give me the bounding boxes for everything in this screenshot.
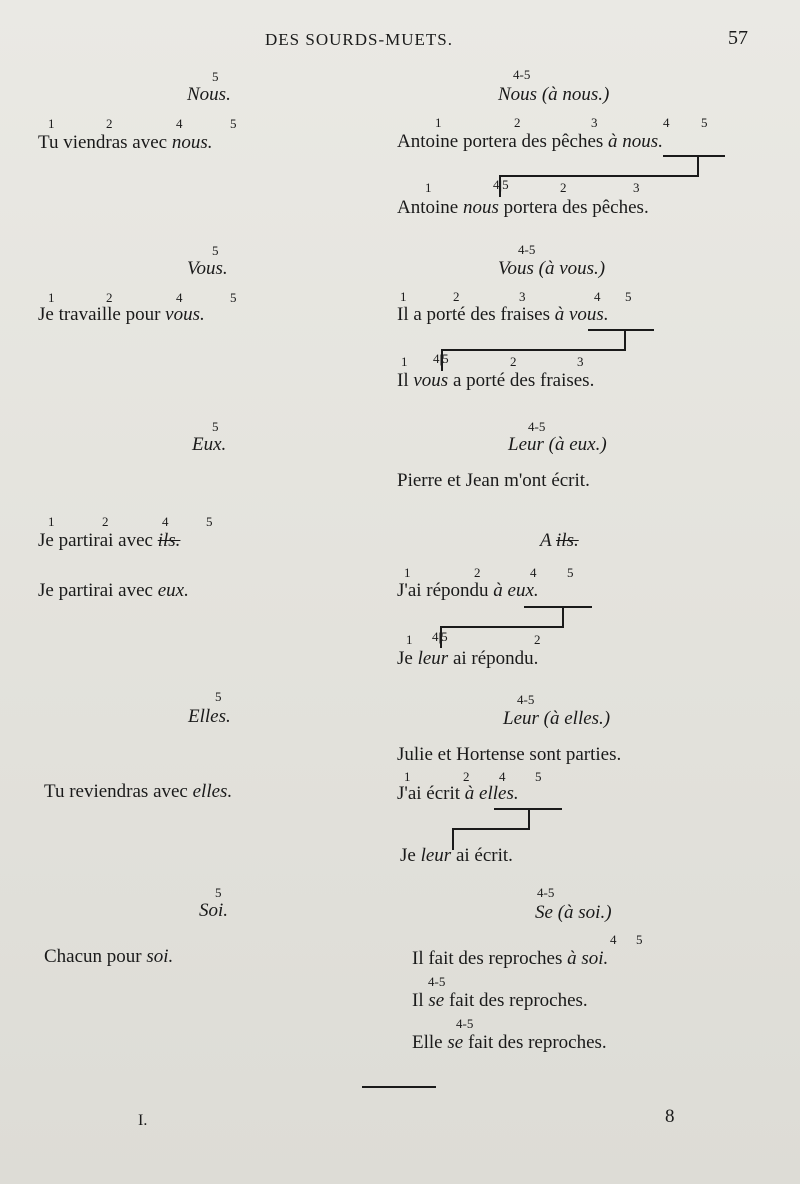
- bracket-line: [441, 349, 626, 351]
- right-vous-transformed: Il vous a porté des fraises.: [397, 370, 595, 391]
- right-eux-context: Pierre et Jean m'ont écrit.: [397, 470, 590, 491]
- word-number: 2: [510, 354, 517, 369]
- left-soi-number: 5: [215, 885, 222, 900]
- right-nous-sentence: Antoine portera des pêches à nous.: [397, 131, 663, 152]
- left-vous-number: 5: [212, 243, 219, 258]
- right-eux-a-label: A ils.: [540, 530, 579, 551]
- bracket-line: [697, 155, 699, 177]
- right-soi-sentence: Il fait des reproches à soi.: [412, 948, 609, 969]
- word-number: 1: [404, 769, 411, 784]
- word-number: 2: [106, 290, 113, 305]
- bracket-line: [528, 808, 530, 830]
- bracket-line: [499, 175, 699, 177]
- right-elles-context: Julie et Hortense sont parties.: [397, 744, 622, 765]
- right-nous-transformed: Antoine nous portera des pêches.: [397, 197, 649, 218]
- bracket-line: [562, 606, 564, 628]
- right-elles-number: 4-5: [517, 692, 535, 707]
- word-number: 4|5: [493, 177, 509, 192]
- word-number: 5: [567, 565, 574, 580]
- word-number: 3: [633, 180, 640, 195]
- running-head: DES SOURDS-MUETS.: [265, 30, 453, 49]
- word-number: 2: [560, 180, 567, 195]
- right-vous-sentence: Il a porté des fraises à vous.: [397, 304, 609, 325]
- word-number: 2: [514, 115, 521, 130]
- word-number: 3: [591, 115, 598, 130]
- left-elles-number: 5: [215, 689, 222, 704]
- word-number: 4: [610, 932, 617, 947]
- page-number: 57: [728, 27, 748, 49]
- word-number: 4: [663, 115, 670, 130]
- word-number: 4|5: [433, 351, 449, 366]
- word-number: 4-5: [428, 974, 446, 989]
- right-elles-sentence: J'ai écrit à elles.: [397, 783, 519, 804]
- word-number: 2: [102, 514, 109, 529]
- left-nous-number: 5: [212, 69, 219, 84]
- bracket-line: [588, 329, 654, 331]
- right-eux-transformed: Je leur ai répondu.: [397, 648, 539, 669]
- word-number: 1: [48, 514, 55, 529]
- right-nous-number: 4-5: [513, 67, 531, 82]
- word-number: 4: [530, 565, 537, 580]
- word-number: 2: [106, 116, 113, 131]
- left-vous-example: Je travaille pour vous.: [38, 304, 205, 325]
- word-number: 1: [406, 632, 413, 647]
- signature-mark: I.: [138, 1112, 148, 1129]
- word-number: 1: [435, 115, 442, 130]
- bracket-line: [440, 626, 564, 628]
- word-number: 4: [176, 116, 183, 131]
- right-eux-number: 4-5: [528, 419, 546, 434]
- left-eux-example: Je partirai avec eux.: [38, 580, 189, 601]
- sheet-number: 8: [665, 1106, 675, 1127]
- bracket-line: [663, 155, 725, 157]
- left-eux-example-wrong: Je partirai avec ils.: [38, 530, 181, 551]
- right-soi-transformed-2: Elle se fait des reproches.: [412, 1032, 607, 1053]
- word-number: 5: [206, 514, 213, 529]
- word-number: 2: [463, 769, 470, 784]
- word-number: 2: [453, 289, 460, 304]
- word-number: 4: [594, 289, 601, 304]
- word-number: 5: [701, 115, 708, 130]
- word-number: 4: [176, 290, 183, 305]
- right-eux-title: Leur (à eux.): [508, 434, 607, 455]
- word-number: 4: [499, 769, 506, 784]
- right-vous-number: 4-5: [518, 242, 536, 257]
- right-elles-title: Leur (à elles.): [503, 708, 611, 729]
- word-number: 5: [230, 290, 237, 305]
- bracket-line: [624, 329, 626, 351]
- right-soi-transformed: Il se fait des reproches.: [412, 990, 588, 1011]
- word-number: 1: [48, 116, 55, 131]
- left-soi-title: Soi.: [199, 900, 229, 921]
- right-nous-title: Nous (à nous.): [498, 84, 610, 105]
- left-elles-example: Tu reviendras avec elles.: [44, 781, 233, 802]
- word-number: 1: [48, 290, 55, 305]
- right-soi-number: 4-5: [537, 885, 555, 900]
- right-soi-title: Se (à soi.): [535, 902, 612, 923]
- bracket-line: [524, 606, 592, 608]
- word-number: 4|5: [432, 629, 448, 644]
- word-number: 4: [162, 514, 169, 529]
- left-eux-number: 5: [212, 419, 219, 434]
- left-eux-title: Eux.: [192, 434, 227, 455]
- word-number: 1: [401, 354, 408, 369]
- word-number: 2: [474, 565, 481, 580]
- section-rule: [362, 1086, 436, 1088]
- word-number: 5: [535, 769, 542, 784]
- left-soi-example: Chacun pour soi.: [44, 946, 174, 967]
- right-vous-title: Vous (à vous.): [498, 258, 606, 279]
- word-number: 5: [625, 289, 632, 304]
- word-number: 1: [425, 180, 432, 195]
- right-elles-transformed: Je leur ai écrit.: [400, 845, 513, 866]
- bracket-line: [452, 828, 530, 830]
- word-number: 5: [636, 932, 643, 947]
- left-nous-example: Tu viendras avec nous.: [38, 132, 213, 153]
- left-nous-title: Nous.: [187, 84, 231, 105]
- right-eux-sentence: J'ai répondu à eux.: [397, 580, 539, 601]
- word-number: 1: [404, 565, 411, 580]
- left-elles-title: Elles.: [188, 706, 231, 727]
- left-vous-title: Vous.: [187, 258, 228, 279]
- word-number: 1: [400, 289, 407, 304]
- word-number: 5: [230, 116, 237, 131]
- word-number: 3: [577, 354, 584, 369]
- word-number: 4-5: [456, 1016, 474, 1031]
- word-number: 2: [534, 632, 541, 647]
- word-number: 3: [519, 289, 526, 304]
